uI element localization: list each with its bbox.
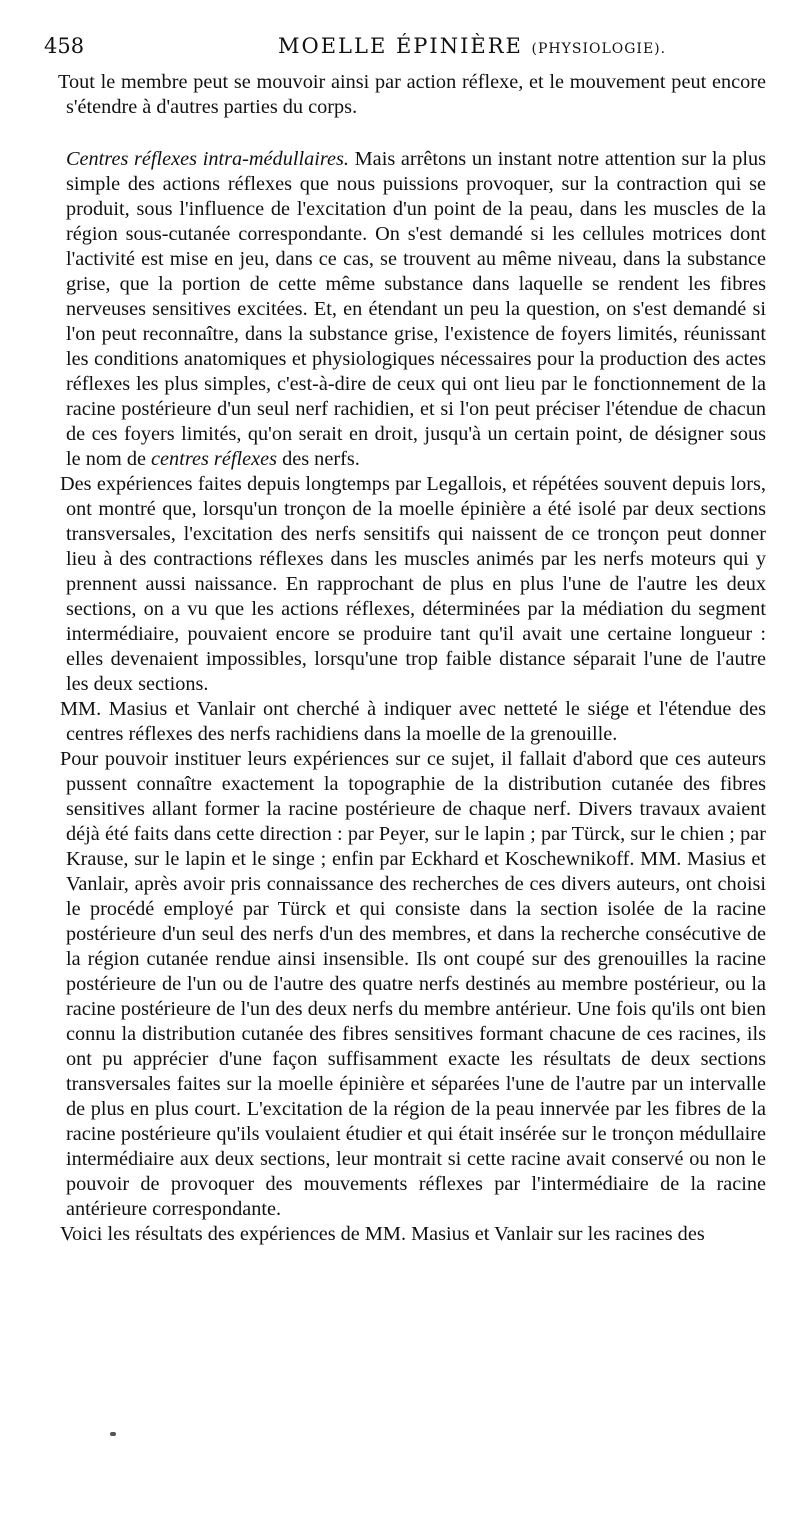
running-head [278,34,666,58]
section-heading: Centres réflexes intra-médullaires. [66,148,349,170]
paragraph-text: Pour pouvoir instituer leurs expériences sur ce sujet, il fallait d'abord que ces auteurs pussent connaître exactement la topographie de la distribution cutanée des fibres sensitives allant former la racine postérieure de chaque nerf. Divers travaux avaient déjà été faits dans cette direction : par Peyer, sur le lapin ; par Türck, sur le chien ; par Krause, sur le lapin et le singe ; enfin par Eckhard et Koschewnikoff. MM. Masius et Vanlair, après avoir pris connaissance des recherches de ces divers auteurs, ont choisi le procédé employé par Türck et qui consiste dans la section isolée de la racine postérieure d'un seul des nerfs d'un des membres, et dans la recherche consécutive de la région cutanée rendue ainsi insensible. Ils ont coupé sur des grenouilles la racine postérieure de l'un ou de l'autre des quatre nerfs destinés au membre postérieur, ou la racine postérieure de l'un des deux nerfs du membre antérieur. Une fois qu'ils ont bien connu la distribution cutanée des fibres sensitives formant chacune de ces racines, ils ont pu apprécier d'une façon suffisamment exacte les résultats de deux sections transversales faites sur la moelle épinière et séparées l'une de l'autre par un intervalle de plus en plus court. L'excitation de la région de la peau innervée par les fibres de la racine postérieure qu'ils voulaient étudier et qui était insérée sur le tronçon médullaire intermédiaire aux deux sections, leur montrait si cette racine avait conservé ou non le pouvoir de provoquer des mouvements réflexes par l'intermédiaire de la racine antérieure correspondante. [60,748,766,1220]
paragraph [60,697,766,747]
paragraph [60,472,766,697]
paragraph-text: Des expériences faites depuis longtemps par Legallois, et répétées souvent depuis lors, ont montré que, lorsqu'un tronçon de la moelle épinière a été isolé par deux sections transversales, l'excitation des nerfs sensitifs qui naissent de ce tronçon peut donner lieu à des contractions réflexes dans les muscles animés par les nerfs moteurs qui y prennent aussi naissance. En rapprochant de plus en plus l'une de l'autre les deux sections, on a vu que les actions réflexes, déterminées par la médiation du segment intermédiaire, pouvaient encore se produire tant qu'il avait une certaine longueur : elles devenaient impossibles, lorsqu'une trop faible distance séparait l'une de l'autre les deux sections. [60,473,766,695]
page-header [44,34,764,58]
running-subtitle: (PHYSIOLOGIE). [531,41,667,57]
page-number: 458 [44,34,85,58]
ink-speck [110,1432,116,1436]
paragraph-text: Voici les résultats des expériences de MM. Masius et Vanlair sur les racines des [60,1223,705,1245]
body-text [58,70,766,1247]
running-title: MOELLE ÉPINIÈRE [278,34,523,58]
paragraph-text: des nerfs. [277,448,360,470]
paragraph-text: Mais arrêtons un instant notre attention sur la plus simple des actions réflexes que nous puissions provoquer, sur la contraction qui se produit, sous l'influence de l'excitation d'un point de la peau, dans les muscles de la région sous-cutanée correspondante. On s'est demandé si les cellules motrices dont l'activité est mise en jeu, dans ce cas, se trouvent au même niveau, dans la substance grise, que la portion de cette même substance dans laquelle se rendent les fibres nerveuses sensitives excitées. Et, en étendant un peu la question, on s'est demandé si l'on peut reconnaître, dans la substance grise, l'existence de foyers limités, réunissant les conditions anatomiques et physiologiques nécessaires pour la production des actes réflexes les plus simples, c'est-à-dire de ceux qui ont lieu par le fonctionnement de la racine postérieure d'un seul nerf rachidien, et si l'on peut préciser l'étendue de chacun de ces foyers limités, qu'on serait en droit, jusqu'à un certain point, de désigner sous le nom de [66,148,766,470]
emphasized-term: centres réflexes [151,448,277,470]
paragraph [60,1222,766,1247]
paragraph-text: Tout le membre peut se mouvoir ainsi par action réflexe, et le mouvement peut encore s'étendre à d'autres parties du corps. [58,71,766,118]
paragraph-text: MM. Masius et Vanlair ont cherché à indiquer avec netteté le siége et l'étendue des centres réflexes des nerfs rachidiens dans la moelle de la grenouille. [60,698,766,745]
paragraph [66,147,766,472]
paragraph [60,747,766,1222]
paragraph [58,70,766,120]
